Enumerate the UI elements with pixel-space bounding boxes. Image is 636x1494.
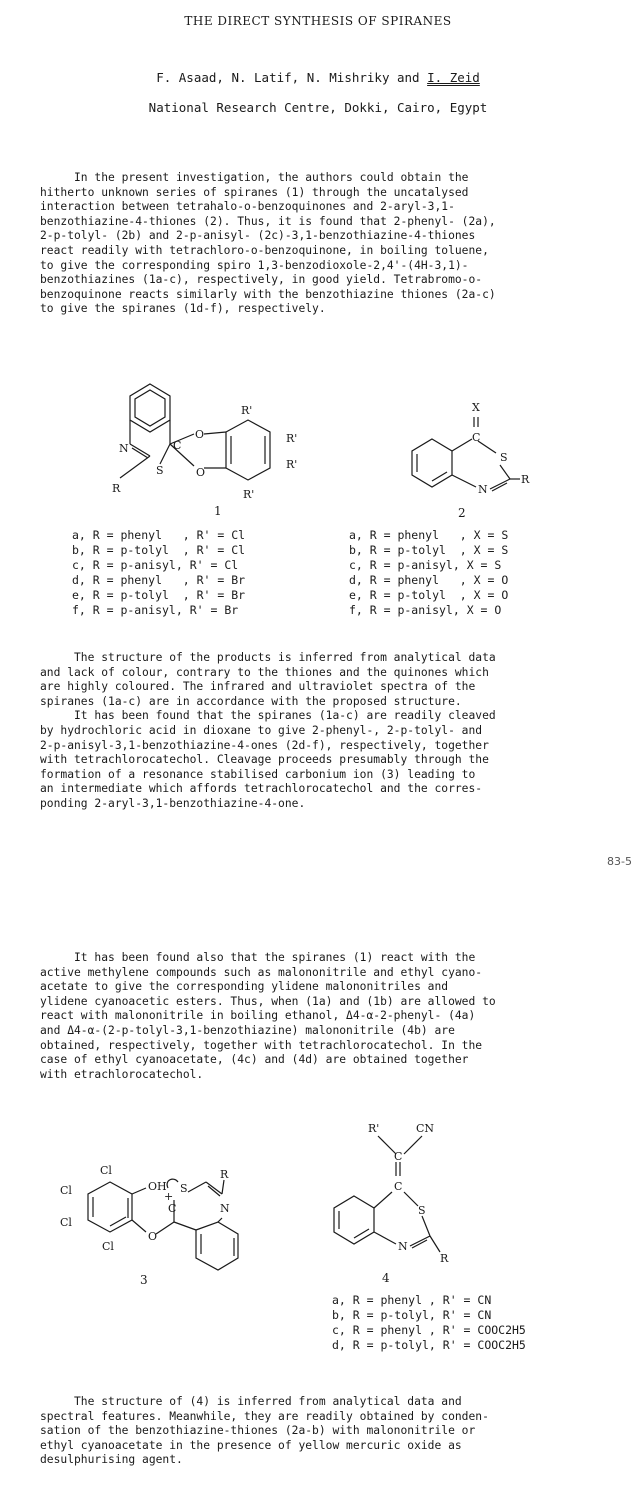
s2-s: S: [500, 451, 508, 464]
affiliation: National Research Centre, Dokki, Cairo, Egypt: [148, 100, 488, 115]
s3-cl3: Cl: [60, 1216, 72, 1229]
structure-4-legend: a, R = phenyl , R' = CN b, R = p-tolyl, R' = CN c, R = phenyl , R' = COOC2H5 d, R = p-tolyl, R' = COOC2H5: [332, 1293, 526, 1352]
s1-number: 1: [214, 504, 222, 518]
s1-r: R: [112, 482, 121, 495]
s1-rp3: R': [286, 458, 298, 471]
paragraph-structure-cleavage: The structure of the products is inferred from analytical data and lack of colour, contrary to the thiones and the quinones which are highly coloured. The infrared and ultraviolet spectra of the spiranes (1a-c) are in accordance with the proposed structure. It has been found that the spiranes (1a-c) are readily cleaved by hydrochloric acid in dioxane to give 2-phenyl-, 2-p-tolyl- and 2-p-anisyl-3,1-benzothiazine-4-ones (2d-f), respectively, together with tetrachlorocatechol. Cleavage proceeds presumably through the formation of a resonance stabilised carbonium ion (3) leading to an intermediate which affords tetrachlorocatechol and the corres- ponding 2-aryl-3,1-benzothiazine-4-one.: [40, 651, 496, 810]
paragraph-conclusion: The structure of (4) is inferred from analytical data and spectral features. Meanwhile, they are readily obtained by conden- sation of the benzothiazine-thiones (2a-b) with malononitrile or ethyl cyanoacetate in the presence of yellow mercuric oxide as desulphurising agent.: [40, 1395, 489, 1467]
structure-1-legend: a, R = phenyl , R' = Cl b, R = p-tolyl , R' = Cl c, R = p-anisyl, R' = Cl d, R = phenyl , R' = Br e, R = p-tolyl , R' = Br f, R = p-anisyl, R' = Br: [72, 528, 246, 617]
s2-r: R: [521, 473, 530, 486]
s1-n: N: [119, 442, 129, 455]
s2-number: 2: [458, 506, 466, 520]
s3-n: N: [220, 1202, 230, 1215]
s3-cl2: Cl: [60, 1184, 72, 1197]
s3-cl1: Cl: [100, 1164, 112, 1177]
s3-number: 3: [140, 1273, 148, 1287]
s4-cn: CN: [416, 1122, 435, 1135]
corresponding-author: I. Zeid: [427, 70, 480, 85]
structure-4-diagram: [320, 1120, 520, 1290]
authors-list: F. Asaad, N. Latif, N. Mishriky and: [156, 70, 428, 85]
structure-3-diagram: [60, 1160, 280, 1300]
authors-line: [0, 70, 636, 85]
page-code: 83-5: [607, 855, 632, 868]
s4-s: S: [418, 1204, 426, 1217]
s1-s: S: [156, 464, 164, 477]
s1-rp2: R': [286, 432, 298, 445]
s4-c1: C: [394, 1150, 403, 1163]
s3-s: S: [180, 1182, 188, 1195]
s2-x: X: [472, 401, 480, 414]
s3-o: O: [148, 1230, 158, 1243]
s1-o1: O: [195, 428, 205, 441]
s4-rp: R': [368, 1122, 380, 1135]
s2-c: C: [472, 431, 481, 444]
structure-1-diagram: [90, 370, 320, 520]
s2-n: N: [478, 483, 488, 496]
s1-o2: O: [196, 466, 206, 479]
s4-r: R: [440, 1252, 449, 1265]
s3-plus: +: [164, 1190, 174, 1203]
s3-cl4: Cl: [102, 1240, 114, 1253]
structure-2-diagram: [400, 395, 600, 525]
s4-number: 4: [382, 1271, 390, 1285]
s4-c2: C: [394, 1180, 403, 1193]
s1-rp4: R': [243, 488, 255, 501]
s3-c: C: [168, 1202, 177, 1215]
paper-title: THE DIRECT SYNTHESIS OF SPIRANES: [184, 14, 452, 28]
s3-r: R: [220, 1168, 229, 1181]
s1-c: C: [173, 439, 182, 452]
s3-oh: OH: [148, 1180, 167, 1193]
paragraph-methylene: It has been found also that the spiranes (1) react with the active methylene compounds such as malononitrile and ethyl cyano- acetate to give the corresponding ylidene malononitriles and ylidene cyanoacetic esters. Thus, when (1a) and (1b) are allowed to react with malononitrile in boiling ethanol, Δ4-α-2-phenyl- (4a) and Δ4-α-(2-p-tolyl-3,1-benzothiazine) malononitrile (4b) are obtained, respectively, together with tetrachlorocatechol. In the case of ethyl cyanoacetate, (4c) and (4d) are obtained together with etrachlorocatechol.: [40, 951, 496, 1081]
structure-2-legend: a, R = phenyl , X = S b, R = p-tolyl , X = S c, R = p-anisyl, X = S d, R = phenyl , X = O e, R = p-tolyl , X = O f, R = p-anisyl, X = O: [349, 528, 509, 617]
s4-n: N: [398, 1240, 408, 1253]
paragraph-intro: In the present investigation, the authors could obtain the hitherto unknown series of spiranes (1) through the uncatalysed interaction between tetrahalo-o-benzoquinones and 2-aryl-3,1- benzothiazine-4-thiones (2). Thus, it is found that 2-phenyl- (2a), 2-p-tolyl- (2b) and 2-p-anisyl- (2c)-3,1-benzothiazine-4-thiones react readily with tetrachloro-o-benzoquinone, in boiling toluene, to give the corresponding spiro 1,3-benzodioxole-2,4'-(4H-3,1)- benzothiazines (1a-c), respectively, in good yield. Tetrabromo-o- benzoquinone reacts similarly with the benzothiazine thiones (2a-c) to give the spiranes (1d-f), respectively.: [40, 171, 496, 316]
s1-rp1: R': [241, 404, 253, 417]
